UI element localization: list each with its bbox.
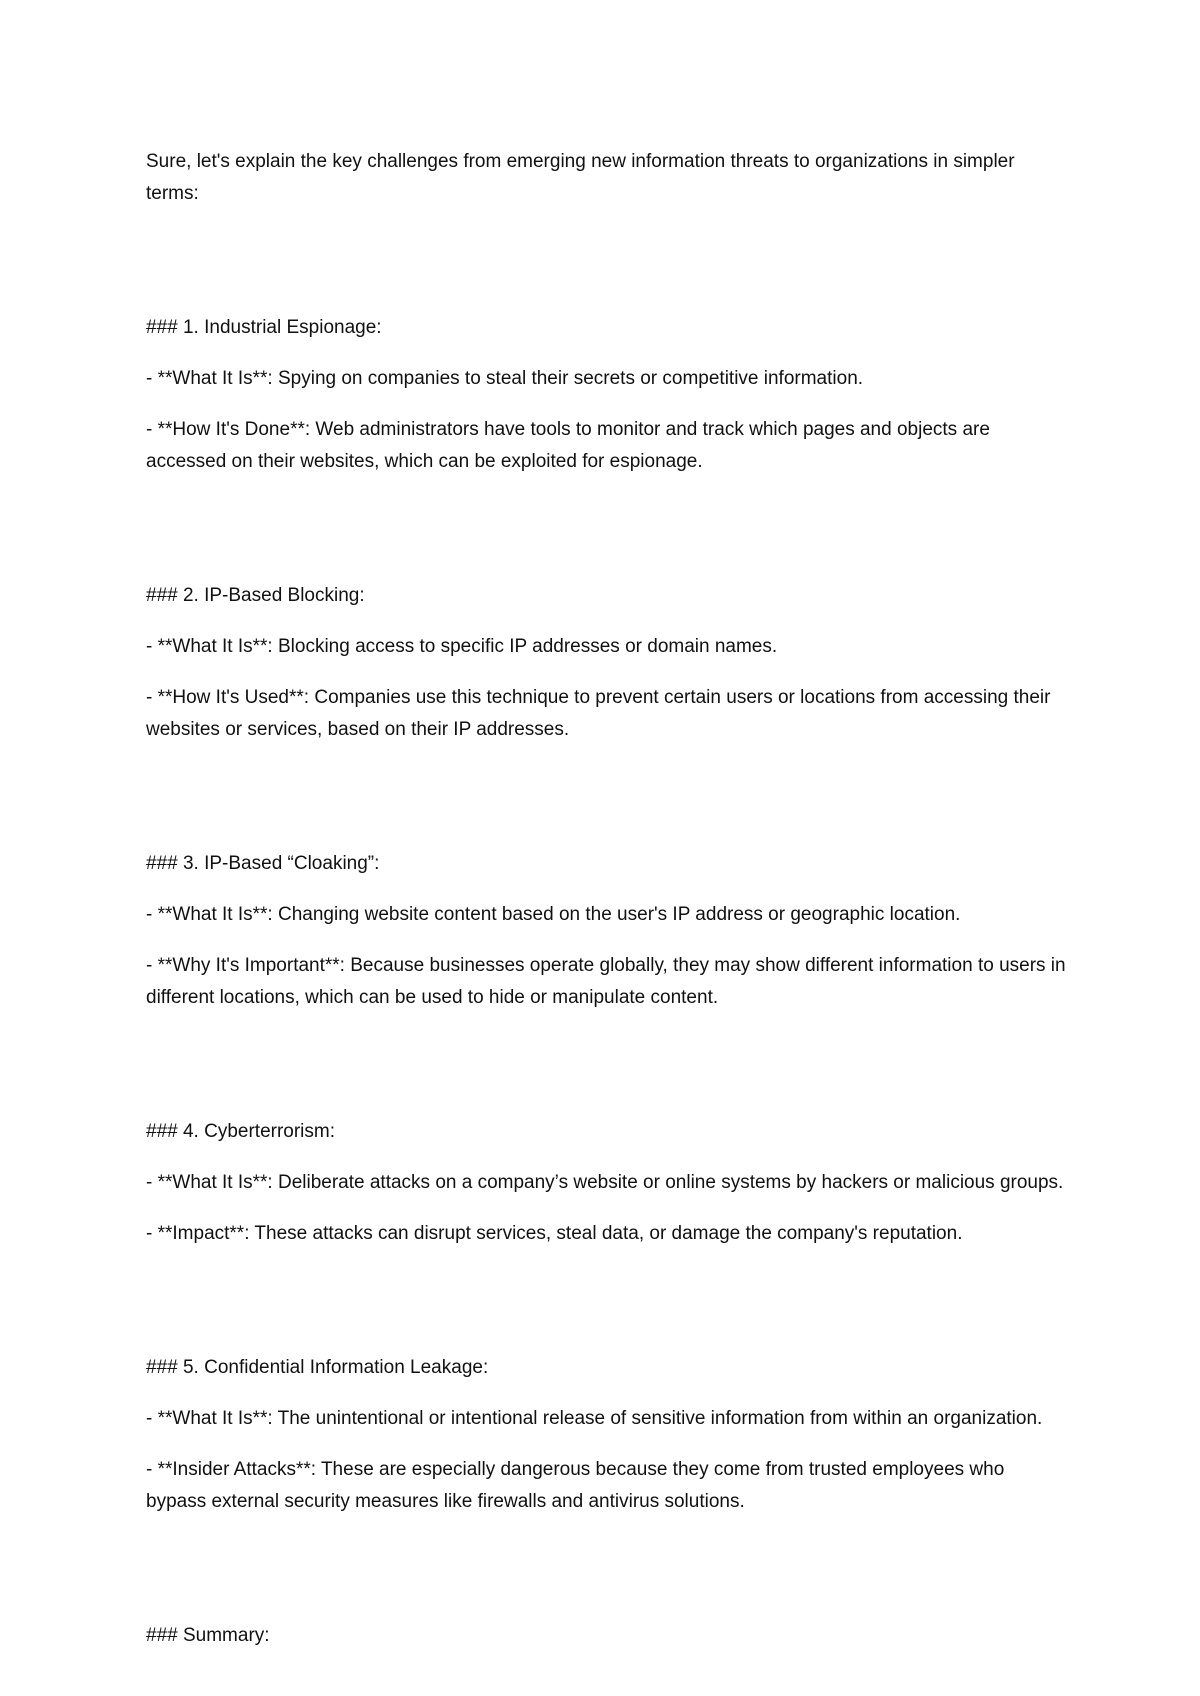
bullet-item: - **What It Is**: Deliberate attacks on a company’s website or online systems by hackers or malicious groups. [146,1172,1064,1193]
bullet-item: - **What It Is**: The unintentional or intentional release of sensitive information from within an organization. [146,1408,1043,1429]
bullet-item: - **Why It's Important**: Because businesses operate globally, they may show different information to users in different locations, which can be used to hide or manipulate content. [146,955,1066,1008]
bullet-item: - **How It's Done**: Web administrators have tools to monitor and track which pages and objects are accessed on their websites, which can be exploited for espionage. [146,419,990,472]
section-ip-based-cloaking [146,848,1066,1014]
section-ip-based-blocking [146,580,1066,746]
section-heading: ### 4. Cyberterrorism: [146,1121,336,1142]
bullet-item: - **What It Is**: Spying on companies to steal their secrets or competitive information. [146,368,864,389]
section-cyberterrorism [146,1116,1066,1250]
section-confidential-information-leakage [146,1352,1066,1518]
intro-paragraph: Sure, let's explain the key challenges from emerging new information threats to organizations in simpler terms: [146,151,1015,204]
bullet-item: - **What It Is**: Blocking access to specific IP addresses or domain names. [146,636,778,657]
section-heading: ### 1. Industrial Espionage: [146,317,382,338]
document-body [146,146,1066,1652]
section-industrial-espionage [146,312,1066,478]
bullet-item: - **Insider Attacks**: These are especially dangerous because they come from trusted employees who bypass external security measures like firewalls and antivirus solutions. [146,1459,1005,1512]
summary-heading: ### Summary: [146,1625,270,1646]
section-heading: ### 2. IP-Based Blocking: [146,585,365,606]
bullet-item: - **Impact**: These attacks can disrupt services, steal data, or damage the company's reputation. [146,1223,963,1244]
bullet-item: - **What It Is**: Changing website content based on the user's IP address or geographic location. [146,904,961,925]
section-heading: ### 3. IP-Based “Cloaking”: [146,853,380,874]
bullet-item: - **How It's Used**: Companies use this technique to prevent certain users or locations from accessing their websites or services, based on their IP addresses. [146,687,1051,740]
section-heading: ### 5. Confidential Information Leakage: [146,1357,489,1378]
